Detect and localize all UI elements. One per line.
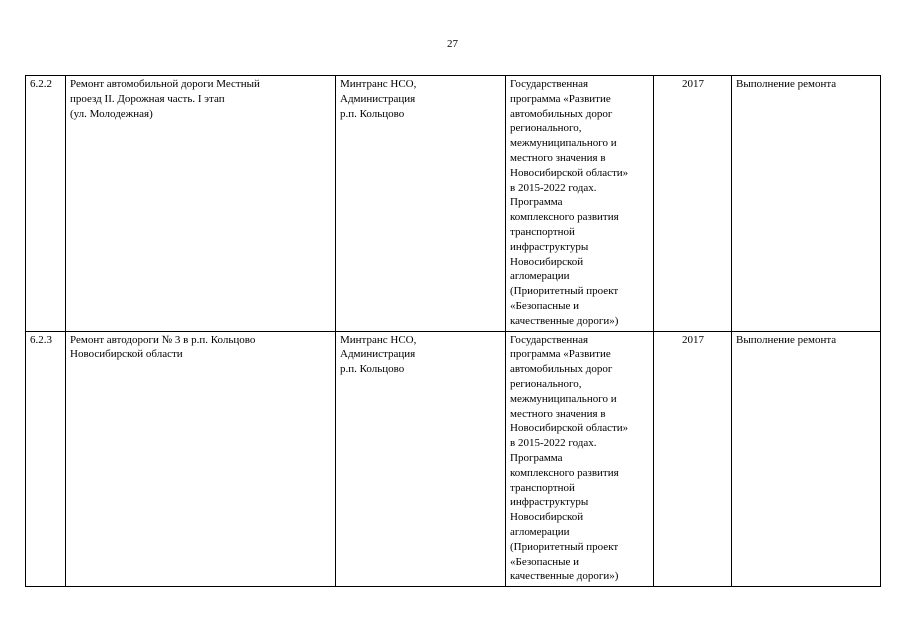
funding-source-cell: Государственная программа «Развитие автомобильных дорог регионального, межмуниципального и местного значения в Новосибирской области» в 2015-2022 годах. Программа комплексного развития транспортной инфраструктуры Новосибирской агломерации (Приоритетный проект «Безопасные и качественные дороги») (506, 76, 654, 332)
measure-name-cell: Ремонт автодороги № 3 в р.п. Кольцово Новосибирской области (66, 331, 336, 587)
funding-source-cell: Государственная программа «Развитие автомобильных дорог регионального, межмуниципального и местного значения в Новосибирской области» в 2015-2022 годах. Программа комплексного развития транспортной инфраструктуры Новосибирской агломерации (Приоритетный проект «Безопасные и качественные дороги») (506, 331, 654, 587)
executor-cell: Минтранс НСО, Администрация р.п. Кольцово (336, 331, 506, 587)
item-number-cell: 6.2.2 (26, 76, 66, 332)
measures-table (25, 75, 881, 587)
year-cell: 2017 (654, 76, 732, 332)
result-cell: Выполнение ремонта (732, 331, 881, 587)
result-cell: Выполнение ремонта (732, 76, 881, 332)
table-row (26, 76, 881, 332)
page-number: 27 (447, 38, 458, 50)
table-row (26, 331, 881, 587)
measure-name-cell: Ремонт автомобильной дороги Местный проезд II. Дорожная часть. I этап (ул. Молодежная) (66, 76, 336, 332)
year-cell: 2017 (654, 331, 732, 587)
executor-cell: Минтранс НСО, Администрация р.п. Кольцово (336, 76, 506, 332)
item-number-cell: 6.2.3 (26, 331, 66, 587)
